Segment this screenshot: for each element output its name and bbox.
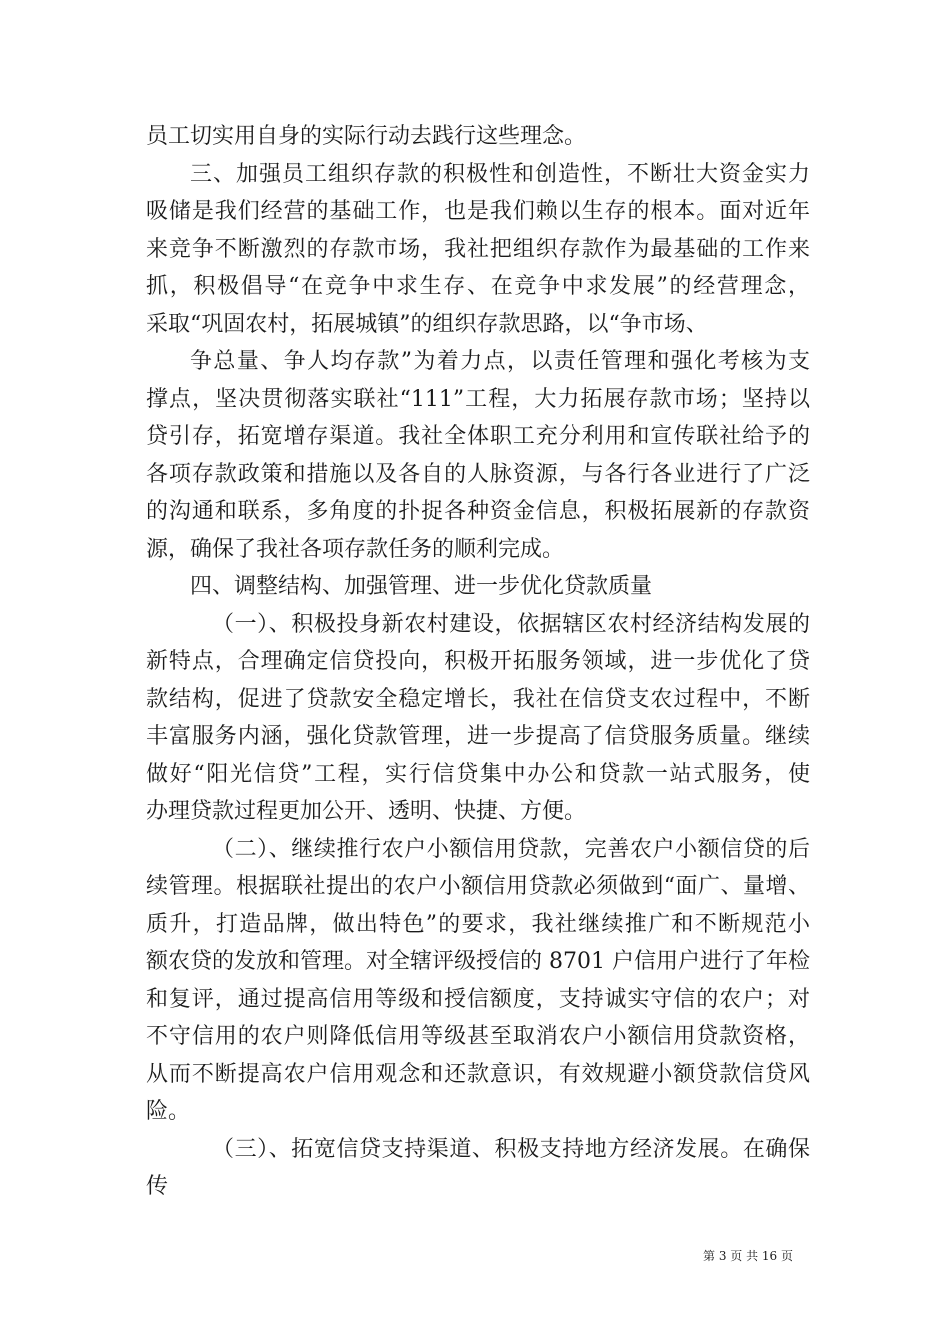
- text-line: （三）、拓宽信贷支持渠道、积极支持地方经济发展。在确保: [212, 1136, 810, 1162]
- text-line: 传: [146, 1174, 169, 1199]
- text-line: （二）、继续推行农户小额信用贷款，完善农户小额信贷的后: [212, 836, 810, 862]
- text-line: 续管理。根据联社提出的农户小额信用贷款必须做到“面广、量增、: [146, 874, 810, 899]
- text-line: 险。: [146, 1099, 191, 1124]
- text-line: 做好“阳光信贷”工程，实行信贷集中办公和贷款一站式服务，使: [146, 761, 810, 787]
- text-line: 质升，打造品牌，做出特色”的要求，我社继续推广和不断规范小: [146, 911, 810, 937]
- page-footer: 第 3 页 共 16 页: [703, 1249, 793, 1263]
- text-line: 款结构，促进了贷款安全稳定增长，我社在信贷支农过程中，不断: [146, 686, 810, 712]
- document-body: [146, 118, 810, 1206]
- text-line: 四、调整结构、加强管理、进一步优化贷款质量: [190, 574, 653, 599]
- text-line: 的沟通和联系，多角度的扑捉各种资金信息，积极拓展新的存款资: [146, 499, 810, 524]
- text-line: 和复评，通过提高信用等级和授信额度，支持诚实守信的农户；对: [146, 986, 810, 1012]
- text-line: 不守信用的农户则降低信用等级甚至取消农户小额信用贷款资格，: [146, 1024, 810, 1049]
- text-line: 新特点，合理确定信贷投向，积极开拓服务领域，进一步优化了贷: [146, 649, 810, 674]
- text-line: 办理贷款过程更加公开、透明、快捷、方便。: [146, 799, 587, 824]
- text-line: 从而不断提高农户信用观念和还款意识，有效规避小额贷款信贷风: [146, 1061, 810, 1087]
- text-line: 源，确保了我社各项存款任务的顺利完成。: [146, 536, 565, 562]
- text-line: 贷引存，拓宽增存渠道。我社全体职工充分利用和宣传联社给予的: [146, 424, 810, 449]
- text-line: 来竞争不断激烈的存款市场，我社把组织存款作为最基础的工作来: [146, 236, 810, 262]
- text-line: （一）、积极投身新农村建设，依据辖区农村经济结构发展的: [212, 611, 810, 637]
- text-line: 额农贷的发放和管理。对全辖评级授信的 8701 户信用户进行了年检: [146, 949, 810, 974]
- text-line: 吸储是我们经营的基础工作，也是我们赖以生存的根本。面对近年: [146, 199, 810, 224]
- text-line: 抓，积极倡导“在竞争中求生存、在竞争中求发展”的经营理念，: [146, 274, 810, 299]
- text-line: 员工切实用自身的实际行动去践行这些理念。: [146, 124, 587, 149]
- text-line: 采取“巩固农村，拓展城镇”的组织存款思路，以“争市场、: [146, 311, 708, 337]
- text-line: 丰富服务内涵，强化贷款管理，进一步提高了信贷服务质量。继续: [146, 724, 810, 749]
- text-line: 三、加强员工组织存款的积极性和创造性，不断壮大资金实力: [190, 161, 810, 187]
- text-line: 各项存款政策和措施以及各自的人脉资源，与各行各业进行了广泛: [146, 461, 810, 487]
- text-line: 撑点，坚决贯彻落实联社“111”工程，大力拓展存款市场；坚持以: [146, 386, 810, 412]
- text-line: 争总量、争人均存款”为着力点，以责任管理和强化考核为支: [190, 349, 810, 374]
